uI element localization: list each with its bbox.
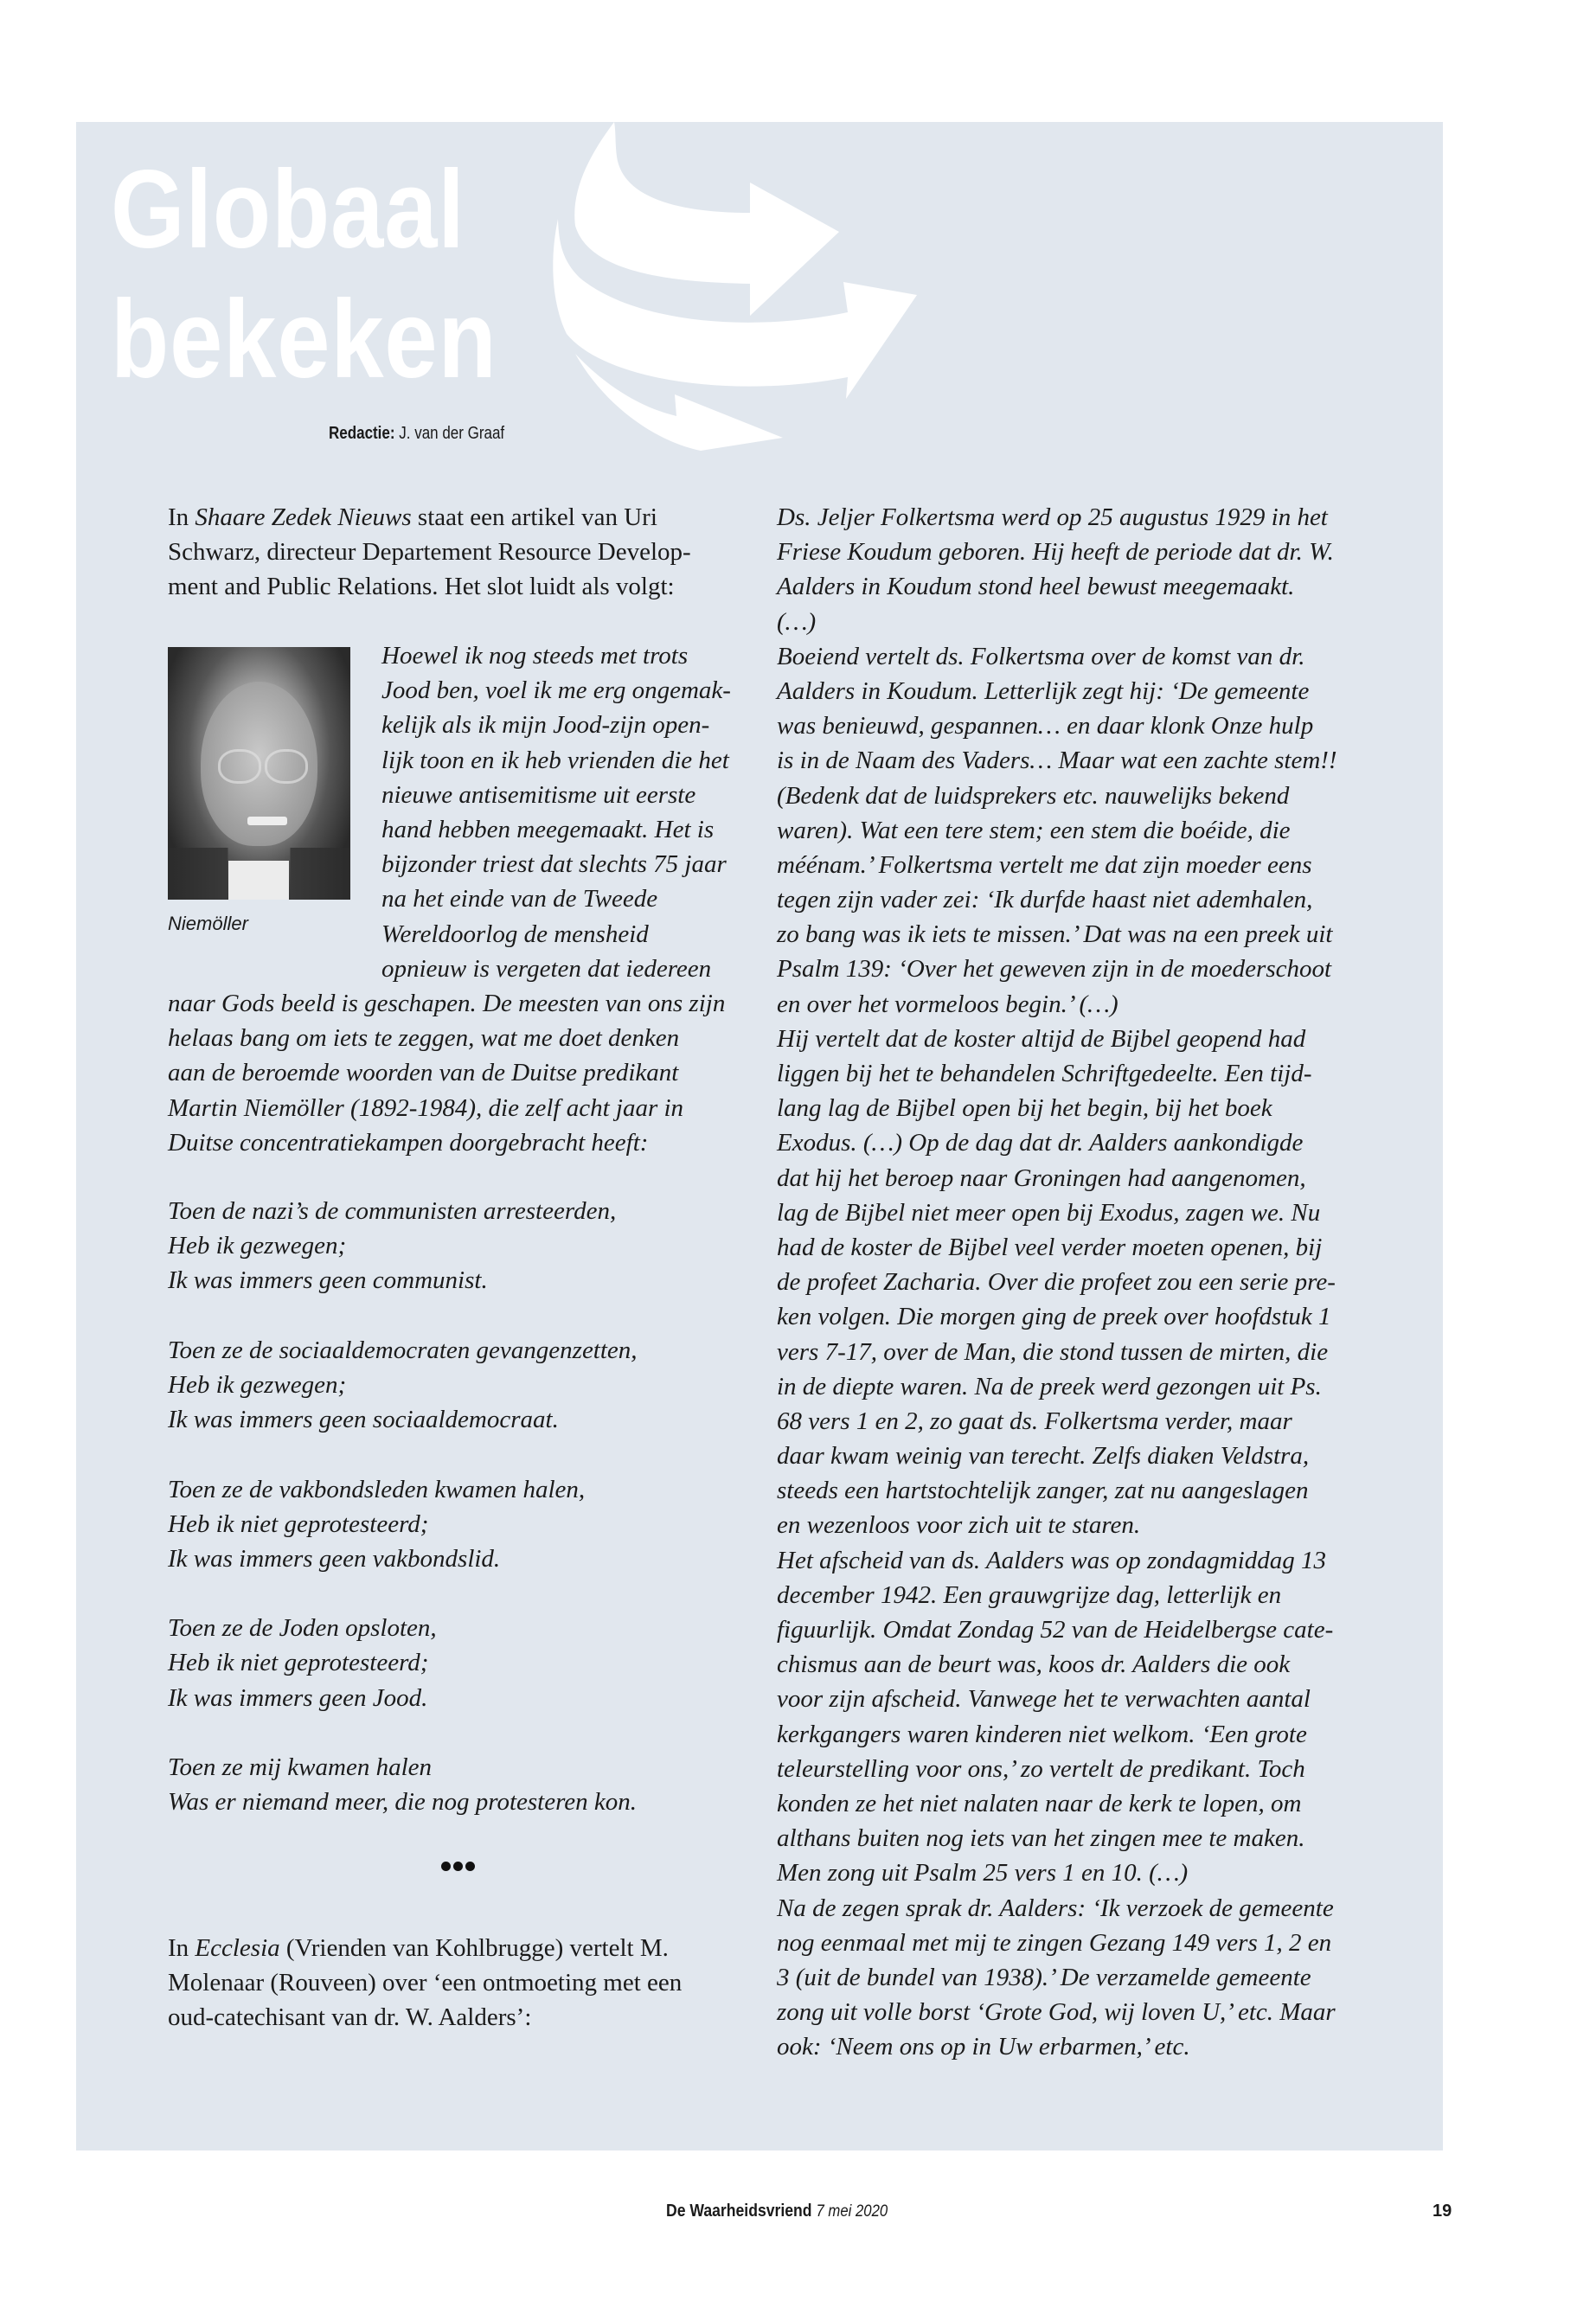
body-line: december 1942. Een grauwgrijze dag, letterlijk en: [777, 1580, 1282, 1609]
body-line: Exodus. (…) Op de dag dat dr. Aalders aankondigde: [777, 1129, 1304, 1157]
photo-caption: Niemöller: [168, 913, 248, 934]
body-line: méénam.’ Folkertsma vertelt me dat zijn moeder eens: [777, 850, 1312, 879]
body-line: ook: ‘Neem ons op in Uw erbarmen,’ etc.: [777, 2033, 1190, 2061]
editor-credit: [329, 424, 504, 444]
poem-stanza: [168, 1194, 765, 1298]
second-intro: [168, 1931, 765, 2035]
body-line: 68 vers 1 en 2, zo gaat ds. Folkertsma verder, maar: [777, 1407, 1292, 1435]
body-line: teleurstelling voor ons,’ zo vertelt de predikant. Toch: [777, 1754, 1305, 1783]
body-line: zong uit volle borst ‘Grote God, wij loven U,’ etc. Maar: [777, 1998, 1336, 2027]
quote-line: Duitse concentratiekampen doorgebracht heeft:: [168, 1128, 649, 1157]
poem-stanza: [168, 1333, 765, 1438]
quote-line: Hoewel ik nog steeds met trots: [381, 642, 689, 670]
poem: [168, 1194, 765, 1855]
body-line: Het afscheid van ds. Aalders was op zondagmiddag 13: [777, 1546, 1327, 1574]
body-line: Friese Koudum geboren. Hij heeft de periode dat dr. W.: [777, 538, 1334, 567]
body-line: en over het vormeloos begin.’ (…): [777, 990, 1118, 1018]
body-line: had de koster de Bijbel veel verder moeten openen, bij: [777, 1233, 1323, 1261]
poem-stanza: [168, 1611, 765, 1715]
quote-line: Martin Niemöller (1892-1984), die zelf acht jaar in: [168, 1093, 684, 1122]
quote-line: opnieuw is vergeten dat iedereen: [381, 954, 712, 983]
poem-line: Toen ze de Joden opsloten,: [168, 1614, 437, 1643]
poem-line: Heb ik gezwegen;: [168, 1232, 347, 1260]
globe-arrow-top: [574, 122, 839, 316]
page-number: 19: [1433, 2202, 1452, 2221]
left-column: [168, 500, 765, 605]
body-line: Boeiend vertelt ds. Folkertsma over de komst van dr.: [777, 642, 1305, 670]
body-line: waren). Wat een tere stem; een stem die boéide, die: [777, 816, 1291, 844]
body-line: (Bedenk dat de luidsprekers etc. nauwelijks bekend: [777, 781, 1290, 810]
body-line: Aalders in Koudum. Letterlijk zegt hij: ‘De gemeente: [777, 676, 1310, 705]
poem-line: Heb ik niet geprotesteerd;: [168, 1649, 429, 1677]
body-line: althans buiten nog iets van het zingen mee te maken.: [777, 1824, 1305, 1853]
body-line: in de diepte waren. Na de preek werd gezongen uit Ps.: [777, 1372, 1322, 1400]
body-line: (…): [777, 607, 817, 636]
globe-arrows-icon: [528, 122, 917, 451]
body-line: liggen bij het te behandelen Schriftgedeelte. Een tijd-: [777, 1060, 1312, 1087]
poem-line: Toen ze mij kwamen halen: [168, 1753, 433, 1781]
poem-line: Toen de nazi’s de communisten arresteerden,: [168, 1197, 617, 1225]
body-line: Hij vertelt dat de koster altijd de Bijbel geopend had: [777, 1024, 1306, 1053]
quote-line: Jood ben, voel ik me erg ongemak-: [381, 676, 731, 705]
quote-full: [168, 986, 765, 1160]
body-line: was benieuwd, gespannen… en daar klonk Onze hulp: [777, 712, 1314, 740]
body-line: de profeet Zacharia. Over die profeet zou een serie pre-: [777, 1268, 1336, 1297]
section-separator: [441, 1862, 475, 1871]
second-intro-line-3: oud-catechisant van dr. W. Aalders’:: [168, 2003, 532, 2032]
intro-line-3: ment and Public Relations. Het slot luidt als volgt:: [168, 573, 675, 601]
quote-line: kelijk als ik mijn Jood-zijn open-: [381, 711, 710, 740]
title-line-2: bekeken: [111, 278, 497, 401]
second-intro-line-1: In Ecclesia (Vrienden van Kohlbrugge) vertelt M.: [168, 1934, 669, 1962]
quote-line: Wereldoorlog de mensheid: [381, 920, 649, 948]
second-intro-line-2: Molenaar (Rouveen) over ‘een ontmoeting met een: [168, 1969, 683, 1997]
quote-line: bijzonder triest dat slechts 75 jaar: [381, 850, 727, 879]
poem-stanza: [168, 1472, 765, 1577]
body-line: Aalders in Koudum stond heel bewust meegemaakt.: [777, 573, 1295, 601]
poem-line: Heb ik niet geprotesteerd;: [168, 1509, 429, 1538]
quote-line: hand hebben meegemaakt. Het is: [381, 815, 715, 843]
poem-line: Ik was immers geen Jood.: [168, 1683, 428, 1712]
poem-stanza: [168, 1750, 765, 1819]
poem-line: Heb ik gezwegen;: [168, 1370, 347, 1399]
quote-line: naar Gods beeld is geschapen. De meesten van ons zijn: [168, 990, 726, 1017]
body-line: Na de zegen sprak dr. Aalders: ‘Ik verzoek de gemeente: [777, 1894, 1334, 1922]
publication-name: De Waarheidsvriend: [666, 2202, 812, 2221]
section-title: [111, 145, 497, 405]
niemoller-photo: [168, 647, 350, 900]
body-line: Psalm 139: ‘Over het geweven zijn in de moederschoot: [777, 955, 1332, 984]
quote-line: helaas bang om iets te zeggen, wat me doet denken: [168, 1024, 680, 1053]
body-line: zo bang was ik iets te missen.’ Dat was na een preek uit: [777, 920, 1333, 949]
quote-line: nieuwe antisemitisme uit eerste: [381, 780, 696, 809]
body-line: lang lag de Bijbel open bij het begin, bij het boek: [777, 1094, 1272, 1123]
poem-line: Ik was immers geen vakbondslid.: [168, 1544, 501, 1573]
body-line: kerkgangers waren kinderen niet welkom. ‘Een grote: [777, 1720, 1307, 1748]
publication-date: 7 mei 2020: [816, 2202, 888, 2221]
poem-line: Toen ze de sociaaldemocraten gevangenzetten,: [168, 1336, 638, 1364]
body-line: 3 (uit de bundel van 1938).’ De verzamelde gemeente: [777, 1963, 1311, 1991]
body-line: chismus aan de beurt was, koos dr. Aalders die ook: [777, 1650, 1291, 1679]
body-line: en wezenloos voor zich uit te staren.: [777, 1511, 1141, 1540]
quote-line: na het einde van de Tweede: [381, 885, 658, 913]
right-column: [777, 500, 1382, 2064]
intro-line-1: In Shaare Zedek Nieuws staat een artikel van Uri: [168, 503, 657, 531]
quote-line: lijk toon en ik heb vrienden die het: [381, 746, 729, 774]
quote-line: aan de beroemde woorden van de Duitse predikant: [168, 1059, 679, 1087]
poem-line: Ik was immers geen communist.: [168, 1266, 488, 1295]
editor-name: J. van der Graaf: [394, 424, 505, 443]
poem-line: Ik was immers geen sociaaldemocraat.: [168, 1406, 559, 1434]
body-line: tegen zijn vader zei: ‘Ik durfde haast niet ademhalen,: [777, 886, 1313, 914]
body-line: vers 7-17, over de Man, die stond tussen de mirten, die: [777, 1337, 1329, 1366]
body-line: nog eenmaal met mij te zingen Gezang 149 vers 1, 2 en: [777, 1928, 1332, 1957]
title-line-1: Globaal: [111, 148, 465, 272]
body-line: Men zong uit Psalm 25 vers 1 en 10. (…): [777, 1859, 1189, 1888]
body-line: konden ze het niet nalaten naar de kerk te lopen, om: [777, 1789, 1302, 1817]
quote-wrapped: [381, 638, 762, 986]
poem-line: Was er niemand meer, die nog protesteren kon.: [168, 1788, 638, 1817]
body-line: lag de Bijbel niet meer open bij Exodus, zagen we. Nu: [777, 1198, 1321, 1227]
source-title: Shaare Zedek Nieuws: [195, 503, 412, 531]
body-line: is in de Naam des Vaders… Maar wat een zachte stem!!: [777, 747, 1337, 775]
body-line: ken volgen. Die morgen ging de preek over hoofdstuk 1: [777, 1303, 1331, 1331]
body-line: dat hij het beroep naar Groningen had aangenomen,: [777, 1163, 1306, 1192]
body-line: Ds. Jeljer Folkertsma werd op 25 augustus 1929 in het: [777, 503, 1328, 531]
body-line: voor zijn afscheid. Vanwege het te verwachten aantal: [777, 1685, 1311, 1714]
source-title: Ecclesia: [195, 1934, 280, 1962]
poem-line: Toen ze de vakbondsleden kwamen halen,: [168, 1475, 586, 1503]
body-line: steeds een hartstochtelijk zanger, zat nu aangeslagen: [777, 1477, 1309, 1505]
body-line: figuurlijk. Omdat Zondag 52 van de Heidelbergse cate-: [777, 1616, 1334, 1644]
editor-label: Redactie:: [329, 424, 395, 443]
footer-publication: [666, 2202, 888, 2221]
body-line: daar kwam weinig van terecht. Zelfs diaken Veldstra,: [777, 1442, 1310, 1471]
intro-line-2: Schwarz, directeur Departement Resource Develop-: [168, 538, 691, 567]
